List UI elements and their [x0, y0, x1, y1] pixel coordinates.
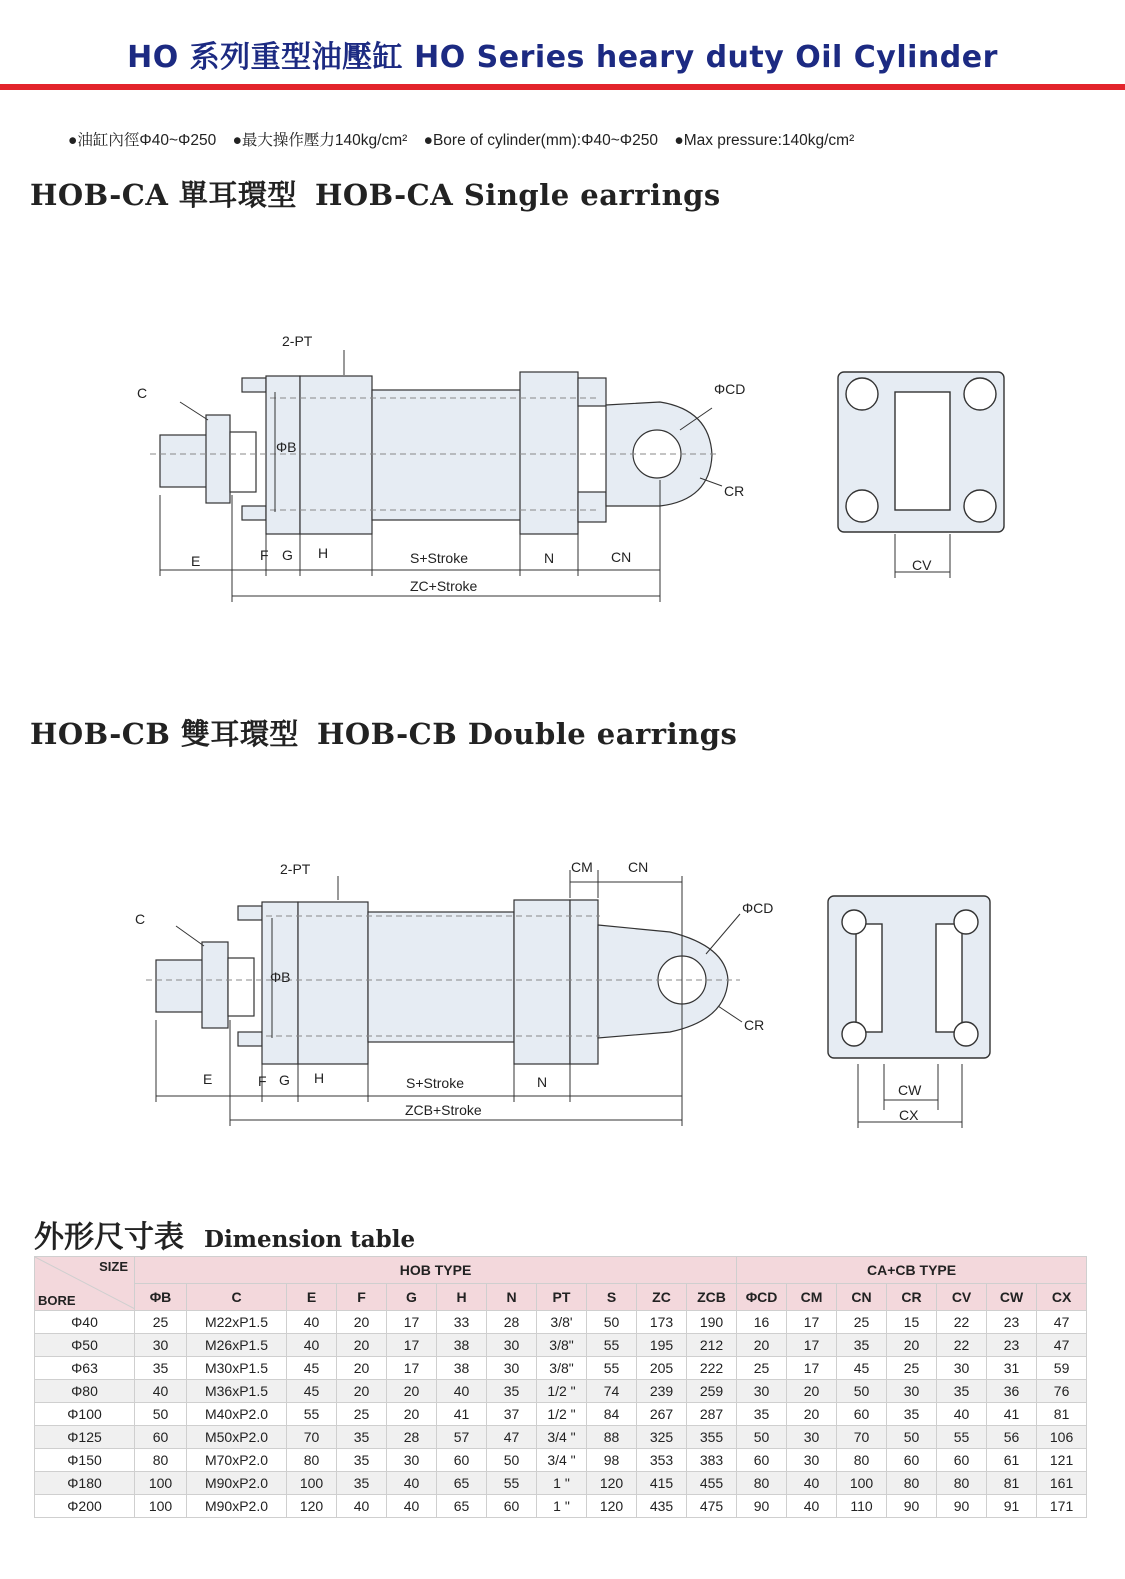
table-cell: 40	[387, 1495, 437, 1518]
group-header-hob: HOB TYPE	[135, 1257, 737, 1284]
bore-cell: Φ40	[35, 1311, 135, 1334]
column-header: CN	[837, 1284, 887, 1311]
column-header: CM	[787, 1284, 837, 1311]
cb-tie-nut-bottom-left	[238, 1032, 262, 1046]
column-header: ZC	[637, 1284, 687, 1311]
spec-bore-en: ●Bore of cylinder(mm):Φ40~Φ250	[423, 132, 659, 149]
table-row	[35, 1380, 1125, 1403]
table-cell: 55	[587, 1334, 637, 1357]
table-cell: 80	[287, 1449, 337, 1472]
table-cell: 20	[787, 1380, 837, 1403]
table-cell: 30	[887, 1380, 937, 1403]
table-cell: 40	[287, 1334, 337, 1357]
table-cell: 325	[637, 1426, 687, 1449]
bore-cell: Φ100	[35, 1403, 135, 1426]
table-cell: 40	[135, 1380, 187, 1403]
table-cell: 50	[587, 1311, 637, 1334]
dimension-table-heading	[34, 1212, 415, 1256]
table-cell: 80	[887, 1472, 937, 1495]
table-cell: 60	[487, 1495, 537, 1518]
table-cell: 3/8'	[537, 1311, 587, 1334]
table-cell: 287	[687, 1403, 737, 1426]
spec-bore-zh: ●油缸內徑Φ40~Φ250	[68, 132, 217, 149]
table-cell: 55	[487, 1472, 537, 1495]
table-cell: 50	[837, 1380, 887, 1403]
ca-label-cn: CN	[611, 549, 632, 565]
ca-end-view-slot	[895, 392, 950, 510]
column-header: N	[487, 1284, 537, 1311]
table-cell: 20	[887, 1334, 937, 1357]
table-cell: 20	[387, 1403, 437, 1426]
table-cell: 100	[135, 1472, 187, 1495]
table-cell: 1/2 "	[537, 1403, 587, 1426]
spec-line	[68, 128, 866, 150]
table-cell: 415	[637, 1472, 687, 1495]
table-cell: 205	[637, 1357, 687, 1380]
column-header: ΦCD	[737, 1284, 787, 1311]
table-cell: 455	[687, 1472, 737, 1495]
cb-label-cr: CR	[744, 1017, 765, 1033]
cb-label-cd: ΦCD	[742, 900, 774, 916]
table-cell: 212	[687, 1334, 737, 1357]
table-cell: 17	[787, 1357, 837, 1380]
table-cell: 56	[987, 1426, 1037, 1449]
table-cell: 81	[1037, 1403, 1087, 1426]
dimension-table-heading-en: Dimension table	[204, 1226, 416, 1253]
table-cell: 70	[837, 1426, 887, 1449]
ca-label-cv: CV	[912, 557, 932, 573]
table-cell: 1 "	[537, 1472, 587, 1495]
table-cell: 171	[1037, 1495, 1087, 1518]
table-cell: 35	[837, 1334, 887, 1357]
table-cell: 17	[387, 1334, 437, 1357]
cb-label-zcb: ZCB+Stroke	[405, 1102, 482, 1118]
ca-label-e: E	[191, 553, 201, 569]
table-cell: 50	[135, 1403, 187, 1426]
table-cell: 33	[437, 1311, 487, 1334]
table-cell: 59	[1037, 1357, 1087, 1380]
ca-label-f: F	[260, 547, 269, 563]
table-cell: 50	[887, 1426, 937, 1449]
table-cell: 30	[135, 1334, 187, 1357]
column-header: CV	[937, 1284, 987, 1311]
column-header: CW	[987, 1284, 1037, 1311]
spec-pressure-en: ●Max pressure:140kg/cm²	[674, 132, 855, 149]
dimension-table	[34, 1256, 1125, 1518]
ca-label-s: S+Stroke	[410, 550, 468, 566]
column-header: CR	[887, 1284, 937, 1311]
corner-size-label: SIZE	[99, 1259, 128, 1274]
table-cell: 35	[135, 1357, 187, 1380]
table-cell: 40	[787, 1472, 837, 1495]
table-cell: 41	[987, 1403, 1037, 1426]
table-cell: 61	[987, 1449, 1037, 1472]
table-cell: 30	[487, 1357, 537, 1380]
bore-cell: Φ50	[35, 1334, 135, 1357]
table-cell: 35	[737, 1403, 787, 1426]
table-cell: 80	[737, 1472, 787, 1495]
table-cell: 60	[837, 1403, 887, 1426]
table-cell: 267	[637, 1403, 687, 1426]
table-cell: 30	[487, 1334, 537, 1357]
table-cell: 55	[937, 1426, 987, 1449]
table-cell: 84	[587, 1403, 637, 1426]
cb-label-b: ΦB	[270, 969, 291, 985]
table-cell: 1/2 "	[537, 1380, 587, 1403]
cb-label-pt: 2-PT	[280, 861, 311, 877]
table-cell: 17	[387, 1311, 437, 1334]
table-cell: 121	[1037, 1449, 1087, 1472]
table-cell: 100	[837, 1472, 887, 1495]
table-cell: 239	[637, 1380, 687, 1403]
table-cell: 120	[587, 1495, 637, 1518]
table-cell: M30xP1.5	[187, 1357, 287, 1380]
cb-label-e: E	[203, 1071, 213, 1087]
table-cell: 3/4 "	[537, 1426, 587, 1449]
table-cell: 47	[1037, 1334, 1087, 1357]
spec-pressure-zh: ●最大操作壓力140kg/cm²	[232, 132, 408, 149]
table-cell: 28	[387, 1426, 437, 1449]
cb-tie-nut-top-left	[238, 906, 262, 920]
table-cell: 40	[437, 1380, 487, 1403]
table-cell: M22xP1.5	[187, 1311, 287, 1334]
ca-label-c: C	[137, 385, 148, 401]
section-heading-ca-en: HOB-CA Single earrings	[314, 178, 721, 212]
table-cell: 40	[287, 1311, 337, 1334]
table-cell: 65	[437, 1495, 487, 1518]
table-cell: 50	[737, 1426, 787, 1449]
column-header: H	[437, 1284, 487, 1311]
barrel	[372, 390, 522, 520]
table-cell: 120	[587, 1472, 637, 1495]
table-cell: 120	[287, 1495, 337, 1518]
table-cell: 50	[487, 1449, 537, 1472]
table-cell: 110	[837, 1495, 887, 1518]
cb-label-cw: CW	[898, 1082, 922, 1098]
cb-label-cm: CM	[571, 859, 593, 875]
table-row	[35, 1403, 1125, 1426]
table-cell: M40xP2.0	[187, 1403, 287, 1426]
table-cell: 60	[737, 1449, 787, 1472]
table-cell: 88	[587, 1426, 637, 1449]
table-cell: 25	[337, 1403, 387, 1426]
table-cell: 20	[337, 1357, 387, 1380]
column-header: S	[587, 1284, 637, 1311]
table-cell: 17	[787, 1311, 837, 1334]
column-header: ZCB	[687, 1284, 737, 1311]
table-cell: 76	[1037, 1380, 1087, 1403]
cb-rod-end	[156, 960, 204, 1012]
table-cell: 22	[937, 1334, 987, 1357]
table-cell: 70	[287, 1426, 337, 1449]
table-cell: 36	[987, 1380, 1037, 1403]
table-row	[35, 1426, 1125, 1449]
table-cell: 65	[437, 1472, 487, 1495]
column-header: C	[187, 1284, 287, 1311]
table-cell: 190	[687, 1311, 737, 1334]
table-cell: 31	[987, 1357, 1037, 1380]
table-cell: 173	[637, 1311, 687, 1334]
table-cell: 25	[135, 1311, 187, 1334]
table-cell: 28	[487, 1311, 537, 1334]
column-header: F	[337, 1284, 387, 1311]
bore-cell: Φ180	[35, 1472, 135, 1495]
table-cell: 106	[1037, 1426, 1087, 1449]
table-cell: 20	[737, 1334, 787, 1357]
column-header: ΦB	[135, 1284, 187, 1311]
table-cell: 20	[337, 1311, 387, 1334]
table-row	[35, 1334, 1125, 1357]
table-cell: 40	[337, 1495, 387, 1518]
cb-end-cap	[514, 900, 570, 1064]
table-cell: 16	[737, 1311, 787, 1334]
table-cell: 80	[135, 1449, 187, 1472]
table-cell: 435	[637, 1495, 687, 1518]
section-heading-cb	[30, 712, 737, 753]
column-header-row	[35, 1284, 1125, 1311]
table-cell: 30	[937, 1357, 987, 1380]
dimension-table-heading-zh: 外形尺寸表	[34, 1220, 184, 1255]
table-cell: 41	[437, 1403, 487, 1426]
table-cell: 20	[787, 1403, 837, 1426]
table-cell: 47	[1037, 1311, 1087, 1334]
table-cell: 90	[937, 1495, 987, 1518]
bore-cell: Φ80	[35, 1380, 135, 1403]
cb-label-s: S+Stroke	[406, 1075, 464, 1091]
table-cell: 90	[887, 1495, 937, 1518]
cb-label-n: N	[537, 1074, 548, 1090]
section-heading-cb-zh: HOB-CB 雙耳環型	[30, 717, 299, 751]
table-cell: 35	[937, 1380, 987, 1403]
table-corner-cell	[35, 1257, 135, 1311]
column-header: E	[287, 1284, 337, 1311]
cb-label-cn: CN	[628, 859, 649, 875]
table-cell: 17	[387, 1357, 437, 1380]
table-cell: 40	[937, 1403, 987, 1426]
table-cell: 35	[337, 1472, 387, 1495]
cb-head-cover	[298, 902, 368, 1064]
table-cell: 23	[987, 1311, 1037, 1334]
section-heading-cb-en: HOB-CB Double earrings	[316, 717, 738, 751]
page-title: HO 系列重型油壓缸 HO Series heary duty Oil Cylinder	[127, 40, 998, 75]
table-row	[35, 1357, 1125, 1380]
table-cell: 25	[737, 1357, 787, 1380]
table-cell: 195	[637, 1334, 687, 1357]
rod-nut	[206, 415, 230, 503]
table-cell: 30	[787, 1449, 837, 1472]
table-cell: 35	[487, 1380, 537, 1403]
table-cell: 35	[337, 1449, 387, 1472]
cb-label-cx: CX	[899, 1107, 919, 1123]
table-cell: 30	[737, 1380, 787, 1403]
table-cell: M50xP2.0	[187, 1426, 287, 1449]
table-cell: 222	[687, 1357, 737, 1380]
table-cell: 40	[787, 1495, 837, 1518]
table-cell: 91	[987, 1495, 1037, 1518]
rod-end	[160, 435, 208, 487]
table-cell: 25	[887, 1357, 937, 1380]
double-earring-drawing	[0, 850, 1125, 1140]
ca-label-b: ΦB	[276, 439, 297, 455]
table-cell: 74	[587, 1380, 637, 1403]
table-cell: 161	[1037, 1472, 1087, 1495]
cb-wrench-flat	[228, 958, 254, 1016]
corner-bore-label: BORE	[38, 1293, 76, 1308]
table-cell: 20	[337, 1380, 387, 1403]
table-cell: 45	[287, 1357, 337, 1380]
cb-label-f: F	[258, 1073, 267, 1089]
table-cell: 100	[135, 1495, 187, 1518]
cb-clevis	[570, 900, 598, 1064]
table-cell: 60	[135, 1426, 187, 1449]
ca-label-h: H	[318, 545, 329, 561]
table-cell: 45	[837, 1357, 887, 1380]
tie-nut-bottom-left	[242, 506, 266, 520]
table-cell: 55	[587, 1357, 637, 1380]
group-header-cacb: CA+CB TYPE	[737, 1257, 1087, 1284]
table-cell: 1 "	[537, 1495, 587, 1518]
ca-label-g: G	[282, 547, 293, 563]
table-cell: 60	[887, 1449, 937, 1472]
table-cell: 353	[637, 1449, 687, 1472]
table-cell: 25	[837, 1311, 887, 1334]
cb-label-h: H	[314, 1070, 325, 1086]
table-cell: 55	[287, 1403, 337, 1426]
tie-nut-bottom-right	[578, 492, 606, 522]
cb-rod-nut	[202, 942, 228, 1028]
table-row	[35, 1449, 1125, 1472]
table-cell: 3/4 "	[537, 1449, 587, 1472]
table-cell: 15	[887, 1311, 937, 1334]
table-cell: 38	[437, 1334, 487, 1357]
section-heading-ca-zh: HOB-CA 單耳環型	[30, 178, 297, 212]
table-cell: 35	[337, 1426, 387, 1449]
tie-nut-top-left	[242, 378, 266, 392]
table-cell: 60	[437, 1449, 487, 1472]
column-header: G	[387, 1284, 437, 1311]
ca-label-zc: ZC+Stroke	[410, 578, 478, 594]
table-row	[35, 1495, 1125, 1518]
table-body	[35, 1311, 1125, 1518]
table-cell: 23	[987, 1334, 1037, 1357]
table-cell: M36xP1.5	[187, 1380, 287, 1403]
table-cell: 35	[887, 1403, 937, 1426]
ca-label-n: N	[544, 550, 555, 566]
tie-nut-top-right	[578, 378, 606, 406]
title-rule	[0, 84, 1125, 90]
end-cap	[520, 372, 578, 534]
table-cell: 475	[687, 1495, 737, 1518]
cb-end-view-slot-right	[936, 924, 962, 1032]
bore-cell: Φ200	[35, 1495, 135, 1518]
table-cell: 20	[387, 1380, 437, 1403]
cb-label-c: C	[135, 911, 146, 927]
table-cell: 20	[337, 1334, 387, 1357]
table-cell: M26xP1.5	[187, 1334, 287, 1357]
table-row	[35, 1311, 1125, 1334]
table-cell: 100	[287, 1472, 337, 1495]
table-cell: 259	[687, 1380, 737, 1403]
column-header: PT	[537, 1284, 587, 1311]
table-cell: 38	[437, 1357, 487, 1380]
section-heading-ca	[30, 173, 721, 214]
table-cell: 355	[687, 1426, 737, 1449]
table-cell: M90xP2.0	[187, 1495, 287, 1518]
table-cell: 3/8"	[537, 1357, 587, 1380]
table-cell: 98	[587, 1449, 637, 1472]
table-cell: 57	[437, 1426, 487, 1449]
table-cell: 90	[737, 1495, 787, 1518]
bore-cell: Φ150	[35, 1449, 135, 1472]
table-row	[35, 1472, 1125, 1495]
table-cell: 45	[287, 1380, 337, 1403]
cb-label-g: G	[279, 1072, 290, 1088]
table-cell: 80	[837, 1449, 887, 1472]
ca-label-pt: 2-PT	[282, 333, 313, 349]
table-cell: 40	[387, 1472, 437, 1495]
single-earring-drawing	[0, 320, 1125, 620]
table-cell: 60	[937, 1449, 987, 1472]
table-cell: M70xP2.0	[187, 1449, 287, 1472]
cb-barrel	[368, 912, 514, 1042]
column-header: CX	[1037, 1284, 1087, 1311]
table-cell: 37	[487, 1403, 537, 1426]
table-cell: 47	[487, 1426, 537, 1449]
table-cell: 30	[787, 1426, 837, 1449]
ca-label-cr: CR	[724, 483, 745, 499]
cb-end-view-slot-left	[856, 924, 882, 1032]
ca-label-cd: ΦCD	[714, 381, 746, 397]
table-cell: 17	[787, 1334, 837, 1357]
table-cell: 80	[937, 1472, 987, 1495]
wrench-flat	[230, 432, 256, 492]
table-cell: 3/8"	[537, 1334, 587, 1357]
bore-cell: Φ125	[35, 1426, 135, 1449]
table-cell: 383	[687, 1449, 737, 1472]
table-cell: M90xP2.0	[187, 1472, 287, 1495]
table-cell: 30	[387, 1449, 437, 1472]
table-cell: 81	[987, 1472, 1037, 1495]
bore-cell: Φ63	[35, 1357, 135, 1380]
table-cell: 22	[937, 1311, 987, 1334]
